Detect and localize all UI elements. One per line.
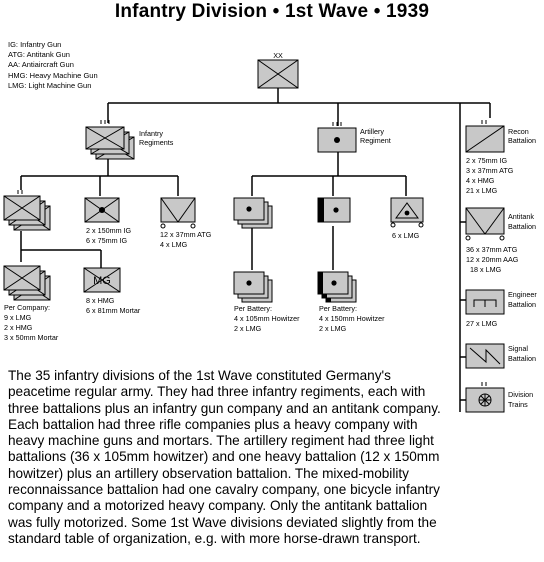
signal-battalion-label: Signal bbox=[508, 344, 528, 353]
legend-item: HMG: Heavy Machine Gun bbox=[8, 70, 98, 80]
antitank-company-symbol bbox=[161, 198, 195, 228]
engineer-battalion-symbol bbox=[466, 290, 504, 314]
recon-battalion-equipment: 21 x LMG bbox=[466, 186, 498, 195]
legend-item: IG: Infantry Gun bbox=[8, 40, 62, 49]
mg-company-label: 8 x HMG bbox=[86, 296, 115, 305]
antitank-battalion-equipment: 12 x 20mm AAG bbox=[466, 255, 519, 264]
infantry-regiments-label: Regiments bbox=[139, 138, 174, 147]
division-trains-label: Trains bbox=[508, 400, 528, 409]
antitank-battalion-equipment: 36 x 37mm ATG bbox=[466, 245, 518, 254]
division-echelon-mark: XX bbox=[273, 51, 283, 60]
signal-battalion-label: Battalion bbox=[508, 354, 536, 363]
rifle-companies-symbol bbox=[4, 266, 50, 300]
heavy-artillery-label: 4 x 150mm Howitzer bbox=[319, 314, 385, 323]
recon-battalion-symbol bbox=[466, 120, 504, 152]
antitank-company-label: 4 x LMG bbox=[160, 240, 188, 249]
light-artillery-batteries-symbol bbox=[234, 272, 272, 302]
legend-item: ATG: Antitank Gun bbox=[8, 50, 70, 60]
rifle-companies-label: 9 x LMG bbox=[4, 313, 32, 322]
infantry-gun-company-label: 6 x 75mm IG bbox=[86, 236, 128, 245]
antitank-battalion-label: Battalion bbox=[508, 222, 536, 231]
infantry-gun-company-label: 2 x 150mm IG bbox=[86, 226, 132, 235]
recon-battalion-label: Recon bbox=[508, 127, 529, 136]
mg-company-symbol bbox=[84, 268, 120, 292]
infantry-regiments-symbol bbox=[86, 120, 134, 159]
antitank-company-label: 12 x 37mm ATG bbox=[160, 230, 212, 239]
heavy-artillery-batteries-symbol bbox=[318, 272, 356, 302]
rifle-companies-label: 3 x 50mm Mortar bbox=[4, 333, 59, 342]
legend-item: AA: Antiaircraft Gun bbox=[8, 60, 74, 70]
observation-battalion-symbol bbox=[391, 198, 423, 227]
engineer-battalion-equipment: 27 x LMG bbox=[466, 319, 498, 328]
engineer-battalion-label: Battalion bbox=[508, 300, 536, 309]
observation-battalion-label: 6 x LMG bbox=[392, 231, 420, 240]
recon-battalion-equipment: 2 x 75mm IG bbox=[466, 156, 508, 165]
heavy-artillery-battalion-symbol bbox=[318, 198, 350, 222]
heavy-artillery-label: Per Battery: bbox=[319, 304, 357, 313]
antitank-battalion-equipment: 18 x LMG bbox=[470, 265, 502, 274]
artillery-regiment-symbol bbox=[318, 122, 356, 152]
recon-battalion-label: Battalion bbox=[508, 136, 536, 145]
light-artillery-battalions-symbol bbox=[234, 198, 272, 228]
recon-battalion-equipment: 3 x 37mm ATG bbox=[466, 166, 514, 175]
infantry-battalions-symbol bbox=[4, 190, 50, 230]
light-artillery-label: Per Battery: bbox=[234, 304, 272, 313]
signal-battalion-symbol bbox=[466, 344, 504, 368]
mg-company-label: 6 x 81mm Mortar bbox=[86, 306, 141, 315]
division-hq-symbol bbox=[258, 51, 298, 88]
page-title: Infantry Division • 1st Wave • 1939 bbox=[114, 1, 430, 22]
infantry-gun-company-symbol bbox=[85, 198, 119, 222]
legend-item: LMG: Light Machine Gun bbox=[8, 80, 92, 90]
artillery-regiment-label: Artillery bbox=[360, 127, 384, 136]
antitank-battalion-label: Antitank bbox=[508, 212, 534, 221]
division-trains-symbol bbox=[466, 382, 504, 412]
division-description: The 35 infantry divisions of the 1st Wave constituted Germany's peacetime regular army. They had three infantry regiments, each with three battalions plus an infantry gun company and an antitank company. Each battalion had three rifle companies plus a heavy company with heavy machine guns and mortars. The artillery regiment had three light battalions (36 x 105mm howitzer) and one heavy battalion (12 x 150mm howitzer) plus an artillery observation battalion. The mixed-mobility reconnaissance battalion had one cavalry company, one bicycle infantry company and a motorized heavy company. Only the antitank battalion was fully motorized. Some 1st Wave divisions deviated slightly from the standard table of organization, e.g. with more horse-drawn transport. bbox=[8, 368, 441, 546]
antitank-battalion-symbol bbox=[466, 208, 504, 240]
light-artillery-label: 2 x LMG bbox=[234, 324, 262, 333]
rifle-companies-label: Per Company: bbox=[4, 303, 50, 312]
infantry-regiments-label: Infantry bbox=[139, 129, 163, 138]
rifle-companies-label: 2 x HMG bbox=[4, 323, 33, 332]
light-artillery-label: 4 x 105mm Howitzer bbox=[234, 314, 300, 323]
engineer-battalion-label: Engineer bbox=[508, 290, 537, 299]
heavy-artillery-label: 2 x LMG bbox=[319, 324, 347, 333]
recon-battalion-equipment: 4 x HMG bbox=[466, 176, 495, 185]
artillery-regiment-label: Regiment bbox=[360, 136, 391, 145]
division-trains-label: Division bbox=[508, 390, 534, 399]
mg-company-symbol-text: MG bbox=[93, 275, 111, 287]
